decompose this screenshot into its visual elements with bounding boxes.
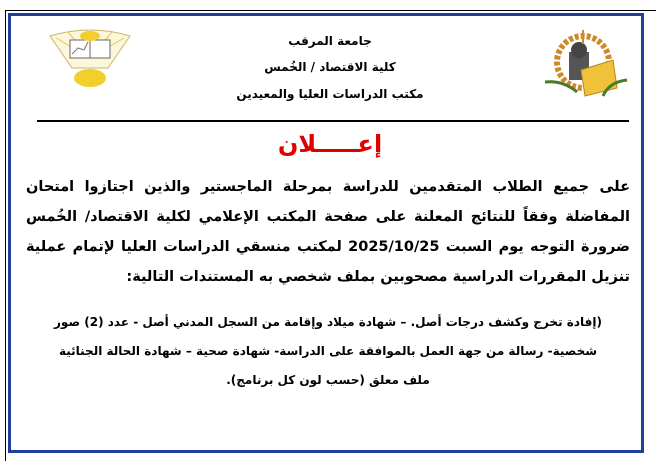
announcement-content xyxy=(26,172,630,395)
office-name: مكتب الدراسات العليا والمعيدين xyxy=(236,87,424,101)
document-line: شخصية- رسالة من جهة العمل بالموافقة على الدراسة- شهادة صحية – شهادة الحالة الجنائية xyxy=(58,344,598,358)
body-line: تنزيل المقررات الدراسية مصحوبين بملف شخصي به المستندات التالية: xyxy=(126,269,630,285)
body-line: المفاضلة وفقاً للنتائج المعلنة على صفحة المكتب الإعلامي لكلية الاقتصاد/ الخُمس xyxy=(26,209,630,225)
announcement-body xyxy=(26,172,630,292)
university-name: جامعة المرقب xyxy=(288,34,372,48)
faculty-name: كلية الاقتصاد / الخُمس xyxy=(264,60,396,74)
document-line: (إفادة تخرج وكشف درجات أصل. – شهادة ميلاد وإقامة من السجل المدني أصل - عدد (2) صور xyxy=(54,315,602,329)
body-line: ضرورة التوجه يوم السبت 2025/10/25 لمكتب منسقي الدراسات العليا لإتمام عملية xyxy=(26,239,631,255)
required-documents xyxy=(26,308,630,395)
announcement-title: إعـــــلان xyxy=(277,130,383,158)
faculty-logo xyxy=(48,28,132,88)
document-line: ملف معلق (حسب لون كل برنامج). xyxy=(226,373,430,387)
university-logo xyxy=(543,30,629,102)
body-line: على جميع الطلاب المتقدمين للدراسة بمرحلة الماجستير والذين اجتازوا امتحان xyxy=(26,179,630,195)
header-divider xyxy=(37,120,629,122)
